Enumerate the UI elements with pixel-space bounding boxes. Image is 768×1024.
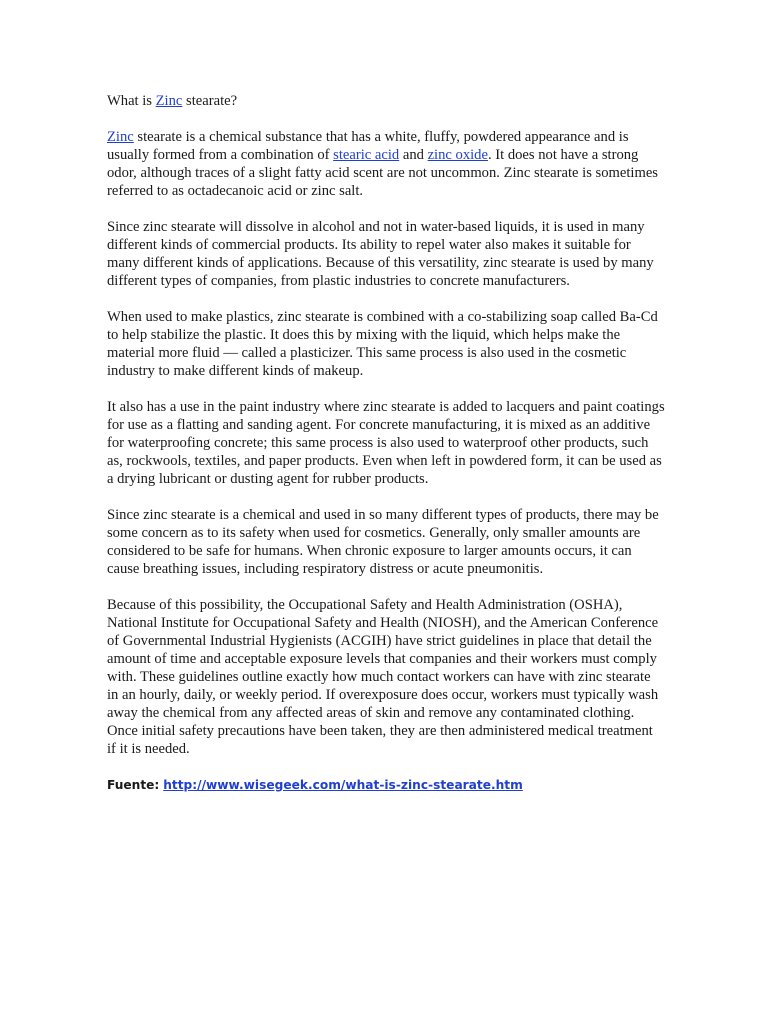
source-url-link[interactable]: http://www.wisegeek.com/what-is-zinc-stearate.htm — [163, 778, 523, 792]
title-text-after: stearate? — [182, 93, 238, 109]
zinc-oxide-link[interactable]: zinc oxide — [427, 147, 488, 163]
page-title — [107, 92, 665, 110]
paragraph-6: Because of this possibility, the Occupational Safety and Health Administration (OSHA), National Institute for Occupational Safety and Health (NIOSH), and the American Conference of Governmental Industrial Hygienists (ACGIH) have strict guidelines in place that detail the amount of time and acceptable exposure levels that companies and their workers must comply with. These guidelines outline exactly how much contact workers can have with zinc stearate in an hourly, daily, or weekly period. If overexposure does occur, workers must typically wash away the chemical from any affected areas of skin and remove any contaminated clothing. Once initial safety precautions have been taken, they are then administered medical treatment if it is needed. — [107, 597, 659, 757]
paragraph-2: Since zinc stearate will dissolve in alcohol and not in water-based liquids, it is used in many different kinds of commercial products. Its ability to repel water also makes it suitable for many different kinds of applications. Because of this versatility, zinc stearate is used by many different types of companies, from plastic industries to concrete manufacturers. — [107, 219, 654, 289]
title-text-before: What is — [107, 93, 156, 109]
paragraph-1-text-c: . It does not have a strong odor, although traces of a slight fatty acid scent are not uncommon. Zinc stearate is sometimes referred to as octadecanoic acid or zinc salt. — [107, 147, 658, 199]
zinc-link-2[interactable]: Zinc — [107, 129, 134, 145]
paragraph-3: When used to make plastics, zinc stearate is combined with a co-stabilizing soap called Ba-Cd to help stabilize the plastic. It does this by mixing with the liquid, which helps make the material more fluid — called a plasticizer. This same process is also used in the cosmetic industry to make different kinds of makeup. — [107, 309, 658, 379]
zinc-link[interactable]: Zinc — [155, 93, 183, 109]
paragraph-4: It also has a use in the paint industry where zinc stearate is added to lacquers and paint coatings for use as a flatting and sanding agent. For concrete manufacturing, it is mixed as an additive for waterproofing concrete; this same process is also used to waterproof other products, such as, rockwools, textiles, and paper products. Even when left in powdered form, it can be used as a drying lubricant or dusting agent for rubber products. — [107, 399, 665, 487]
source-line — [107, 776, 665, 794]
source-label: Fuente: — [107, 778, 160, 792]
paragraph-5: Since zinc stearate is a chemical and used in so many different types of products, there may be some concern as to its safety when used for cosmetics. Generally, only smaller amounts are considered to be safe for humans. When chronic exposure to larger amounts occurs, it can cause breathing issues, including respiratory distress or acute pneumonitis. — [107, 507, 659, 577]
stearic-acid-link[interactable]: stearic acid — [333, 147, 400, 163]
paragraph-1-text-b: and — [399, 147, 428, 163]
document-page — [107, 92, 665, 794]
paragraph-1-text-a: stearate is a chemical substance that has a white, fluffy, powdered appearance and is usually formed from a combination of — [107, 129, 629, 163]
paragraph-1 — [107, 128, 665, 200]
